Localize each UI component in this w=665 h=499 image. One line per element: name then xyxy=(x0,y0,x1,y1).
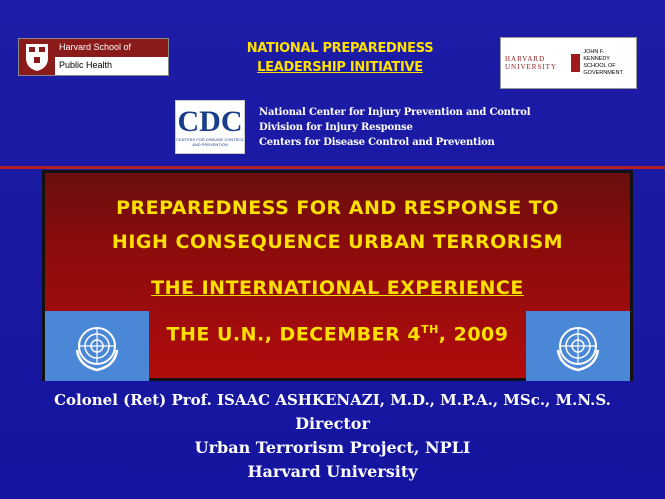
un-emblem-icon xyxy=(552,320,604,372)
title-panel xyxy=(42,170,633,381)
harvard-shield-icon xyxy=(571,54,580,72)
cdc-line-1: National Center for Injury Prevention and Control xyxy=(259,107,531,118)
panel-date-prefix: THE U.N., DECEMBER 4 xyxy=(166,323,422,346)
panel-line-3: THE INTERNATIONAL EXPERIENCE xyxy=(151,277,524,299)
hsph-logo-bottom: Public Health xyxy=(55,57,168,75)
un-flag-left xyxy=(45,311,149,381)
title-line-1: NATIONAL PREPAREDNESS xyxy=(246,41,434,56)
harvard-crest-icon xyxy=(19,39,55,75)
cdc-line-3: Centers for Disease Control and Prevention xyxy=(259,137,495,148)
panel-line-1: PREPAREDNESS FOR AND RESPONSE TO xyxy=(116,197,559,219)
hks-school-line2: SCHOOL OF GOVERNMENT xyxy=(583,63,623,76)
panel-line-2: HIGH CONSEQUENCE URBAN TERRORISM xyxy=(111,231,564,253)
presenter-role: Director xyxy=(295,414,370,433)
un-flag-right xyxy=(526,311,630,381)
presenter-name: Colonel (Ret) Prof. ISAAC ASHKENAZI, M.D., M.P.A., MSc., M.N.S. xyxy=(54,391,611,409)
harvard-public-health-logo xyxy=(18,38,169,76)
cdc-division-text xyxy=(259,105,530,150)
presenter-info xyxy=(0,388,665,484)
panel-date-suffix: , 2009 xyxy=(438,323,509,346)
harvard-kennedy-school-logo xyxy=(500,37,637,89)
un-emblem-icon xyxy=(71,320,123,372)
cdc-line-2: Division for Injury Response xyxy=(259,122,413,133)
presenter-project: Urban Terrorism Project, NPLI xyxy=(194,438,471,457)
cdc-logo xyxy=(175,100,245,154)
divider xyxy=(0,166,665,169)
cdc-logo-small: CENTERS FOR DISEASE CONTROL AND PREVENTION xyxy=(176,137,244,147)
presenter-institution: Harvard University xyxy=(247,462,418,481)
panel-date-sup: TH xyxy=(421,323,439,336)
hks-university: HARVARD UNIVERSITY xyxy=(505,55,557,71)
hks-school-line1: JOHN F. KENNEDY xyxy=(583,49,610,62)
cdc-logo-letters: CDC xyxy=(177,105,243,138)
hsph-logo-top: Harvard School of xyxy=(55,39,168,57)
title-line-2: LEADERSHIP INITIATIVE xyxy=(257,60,423,75)
npli-title xyxy=(210,39,470,77)
